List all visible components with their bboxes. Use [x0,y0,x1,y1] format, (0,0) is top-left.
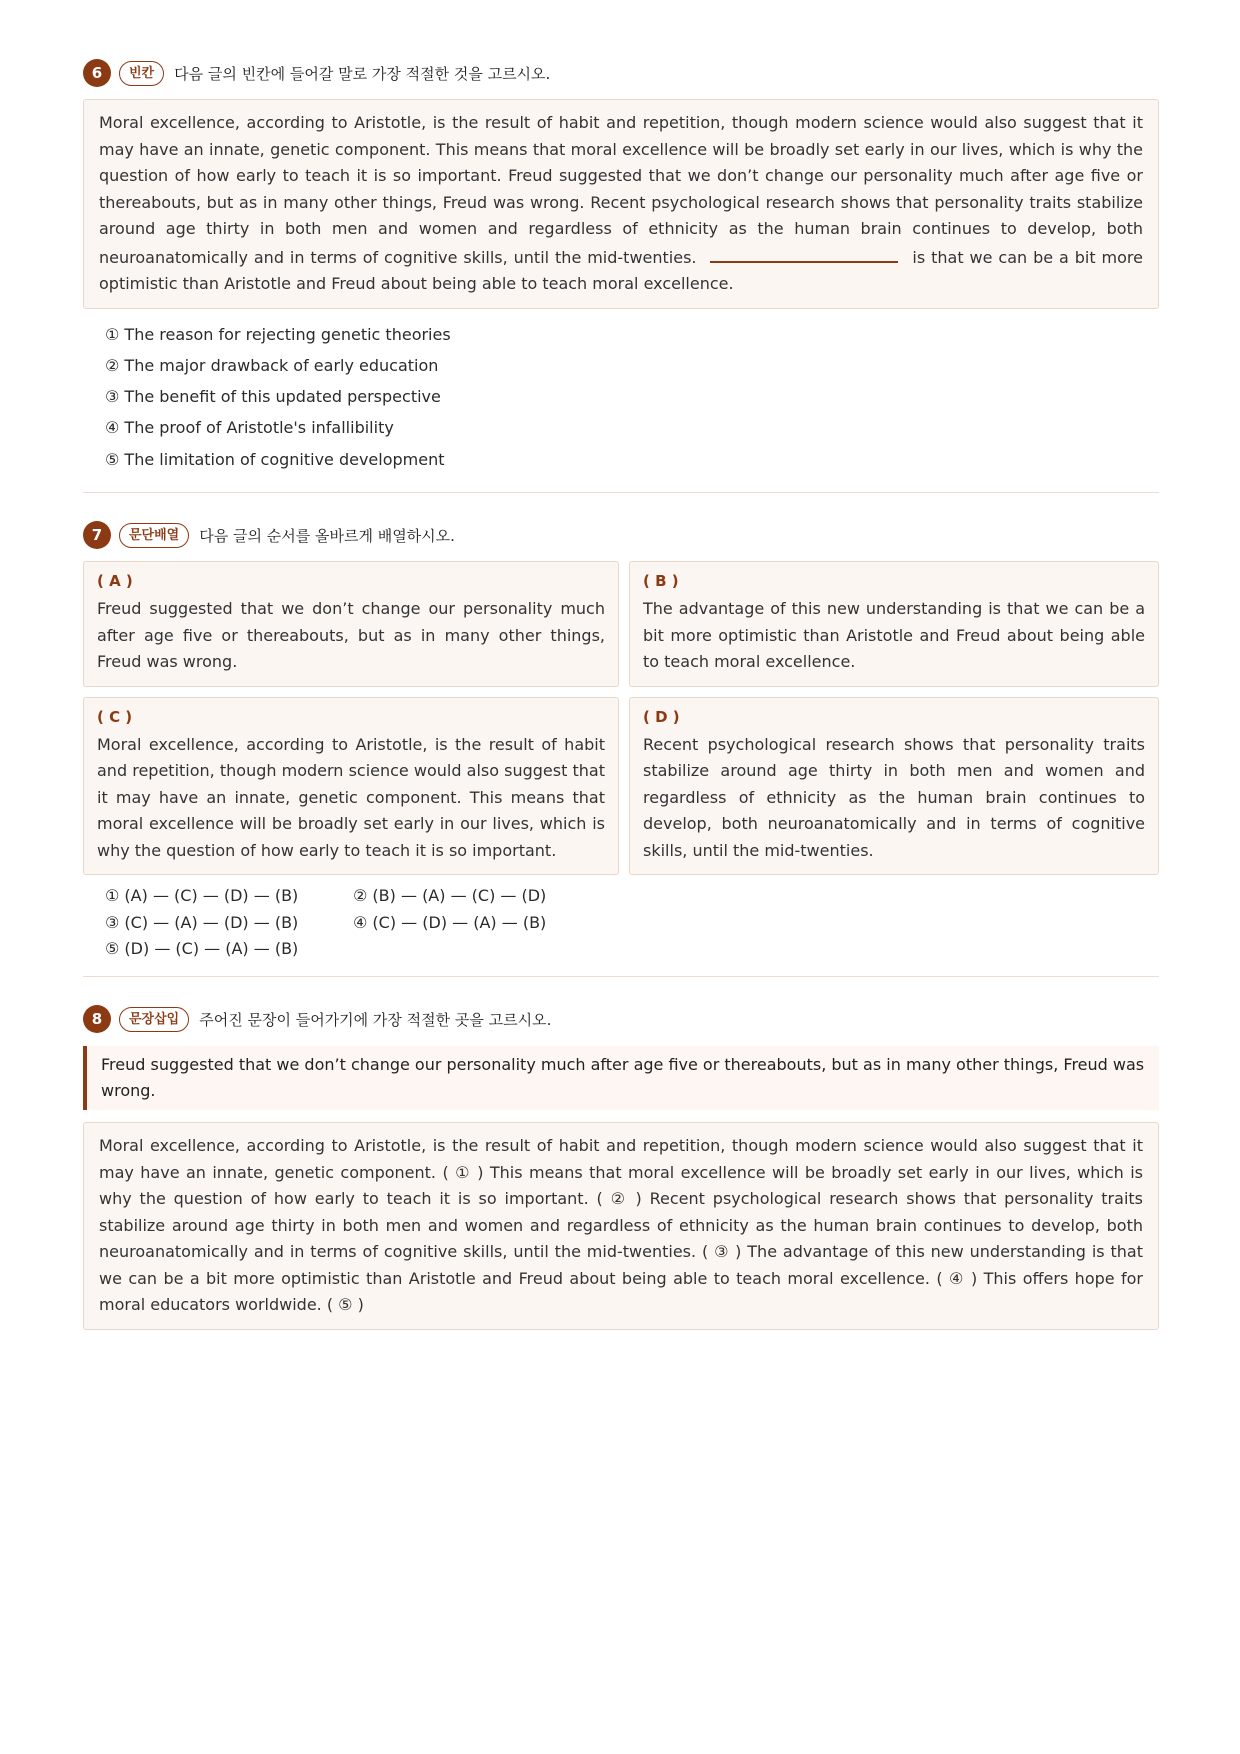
answer-options [83,319,1159,475]
option-1[interactable]: ① (A) — (C) — (D) — (B) [105,886,299,905]
option-2[interactable]: ② The major drawback of early education [105,355,439,375]
passage-box: Moral excellence, according to Aristotle, is the result of habit and repetition, though modern science would also suggest that it may have an innate, genetic component. ( ① ) This means that moral excellence will be broadly set early in our lives, which is why the question of how early to teach it is so important. ( ② ) Recent psychological research shows that personality traits stabilize around age thirty in both men and women and regardless of ethnicity as the human brain continues to develop, both neuroanatomically and in terms of cognitive skills, until the mid-twenties. ( ③ ) The advantage of this new understanding is that we can be a bit more optimistic than Aristotle and Freud about being able to teach moral excellence. ( ④ ) This offers hope for moral educators worldwide. ( ⑤ ) [83,1122,1159,1330]
paragraph-label: ( C ) [97,707,133,726]
paragraph-text: The advantage of this new understanding is that we can be a bit more optimistic than Aristotle and Freud about being able to teach moral excellence. [643,599,1145,671]
answer-options [83,883,1159,963]
answer-blank [710,243,898,263]
passage-text-after: is that we can be a bit more optimistic than Aristotle and Freud about being able to teach moral excellence. [99,247,1143,293]
option-2[interactable]: ② (B) — (A) — (C) — (D) [353,886,547,905]
question-instruction: 다음 글의 순서를 올바르게 배열하시오. [199,526,455,545]
option-4[interactable]: ④ (C) — (D) — (A) — (B) [353,912,547,932]
question-header [83,1004,1159,1034]
question-header [83,58,1159,88]
question-instruction: 다음 글의 빈칸에 들어갈 말로 가장 적절한 것을 고르시오. [174,64,551,83]
paragraph-label: ( A ) [97,572,133,590]
given-sentence: Freud suggested that we don’t change our personality much after age five or thereabouts, but as in many other things, Freud was wrong. [83,1046,1159,1110]
question-6 [83,58,1159,475]
paragraph-label: ( D ) [643,707,680,726]
paragraph-text: Moral excellence, according to Aristotle, is the result of habit and repetition, though modern science would also suggest that it may have an innate, genetic component. This means that moral excellence will be broadly set early in our lives, which is why the question of how early to teach it is so important. [97,734,605,860]
question-number: 8 [83,1005,111,1033]
question-8 [83,1004,1159,1330]
option-3[interactable]: ③ (C) — (A) — (D) — (B) [105,912,299,932]
paragraph-label: ( B ) [643,572,679,590]
paragraph-box-d [629,697,1159,876]
option-3[interactable]: ③ The benefit of this updated perspective [105,387,441,407]
paragraph-box-a [83,561,619,687]
paragraph-text: Recent psychological research shows that personality traits stabilize around age thirty in both men and women and regardless of ethnicity as the human brain continues to develop, both neuroanatomically and in terms of cognitive skills, until the mid-twenties. [643,734,1145,860]
paragraph-box-c [83,697,619,876]
question-type-tag: 문장삽입 [119,1007,189,1032]
section-divider [83,492,1159,493]
option-1[interactable]: ① The reason for rejecting genetic theories [105,324,451,344]
option-4[interactable]: ④ The proof of Aristotle's infallibility [105,418,394,438]
question-header [83,520,1159,550]
question-number: 7 [83,521,111,549]
question-instruction: 주어진 문장이 들어가기에 가장 적절한 곳을 고르시오. [199,1010,552,1029]
question-type-tag: 문단배열 [119,523,189,548]
paragraph-box-b [629,561,1159,687]
question-number: 6 [83,59,111,87]
paragraph-grid [83,561,1159,875]
question-type-tag: 빈칸 [119,61,164,86]
section-divider [83,976,1159,977]
paragraph-text: Freud suggested that we don’t change our personality much after age five or thereabouts, but as in many other things, Freud was wrong. [97,599,605,671]
option-5[interactable]: ⑤ (D) — (C) — (A) — (B) [105,939,299,958]
passage-text-before: Moral excellence, according to Aristotle, is the result of habit and repetition, though modern science would also suggest that it may have an innate, genetic component. This means that moral excellence will be broadly set early in our lives, which is why the question of how early to teach it is so important. Freud suggested that we don’t change our personality much after age five or thereabouts, but as in many other things, Freud was wrong. Recent psychological research shows that personality traits stabilize around age thirty in both men and women and regardless of ethnicity as the human brain continues to develop, both neuroanatomically and in terms of cognitive skills, until the mid-twenties. [99,113,1143,267]
question-7 [83,520,1159,963]
passage-box [83,99,1159,309]
option-5[interactable]: ⑤ The limitation of cognitive development [105,449,445,469]
